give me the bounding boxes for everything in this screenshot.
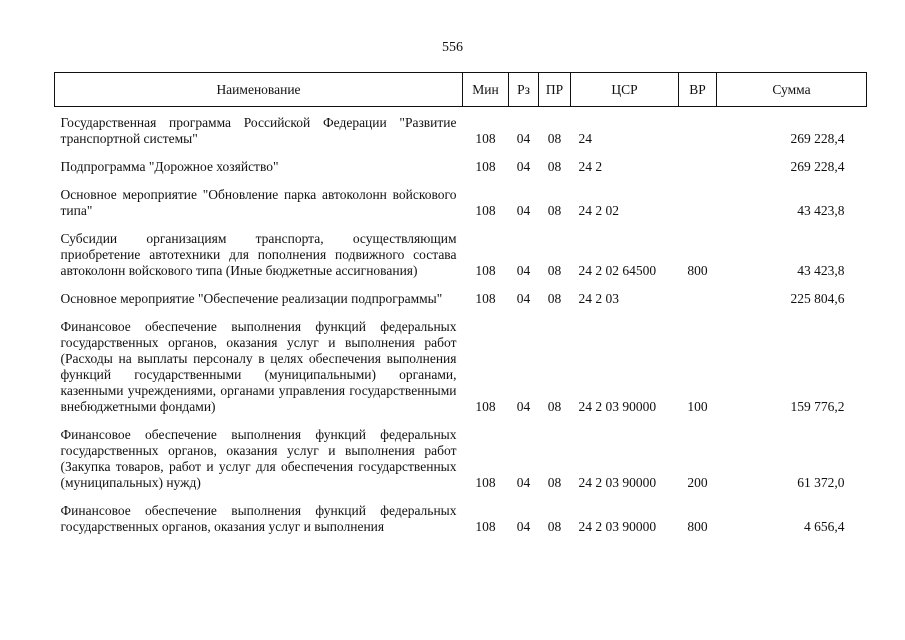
row-min: 108 — [475, 131, 496, 146]
row-csr: 24 2 02 — [578, 203, 619, 218]
row-sum: 159 776,2 — [790, 399, 845, 414]
table-row — [55, 223, 867, 283]
row-csr: 24 — [578, 131, 592, 146]
row-min: 108 — [475, 519, 496, 534]
row-rz: 04 — [516, 519, 531, 534]
row-min: 108 — [475, 399, 496, 414]
header-pr: ПР — [539, 73, 571, 107]
row-rz: 04 — [516, 159, 531, 174]
row-vr — [679, 107, 717, 152]
header-vr: ВР — [679, 73, 717, 107]
row-min: 108 — [475, 291, 496, 306]
row-vr — [679, 283, 717, 311]
row-csr: 24 2 03 90000 — [578, 475, 657, 490]
row-pr: 08 — [547, 475, 562, 490]
row-csr: 24 2 — [578, 159, 603, 174]
header-name: Наименование — [55, 73, 463, 107]
row-vr: 800 — [687, 263, 708, 278]
row-min: 108 — [475, 475, 496, 490]
row-min: 108 — [475, 159, 496, 174]
table-row — [55, 151, 867, 179]
row-vr: 800 — [687, 519, 708, 534]
row-rz: 04 — [516, 291, 531, 306]
row-min: 108 — [475, 203, 496, 218]
row-sum: 269 228,4 — [790, 159, 845, 174]
row-vr: 200 — [687, 475, 708, 490]
row-csr: 24 2 02 64500 — [578, 263, 657, 278]
row-sum: 269 228,4 — [790, 131, 845, 146]
row-pr: 08 — [547, 203, 562, 218]
table-row — [55, 283, 867, 311]
table-row — [55, 311, 867, 419]
row-pr: 08 — [547, 159, 562, 174]
row-name: Основное мероприятие "Обеспечение реализации подпрограммы" — [60, 291, 443, 306]
row-pr: 08 — [547, 131, 562, 146]
budget-table — [54, 72, 867, 539]
row-name: Государственная программа Российской Федерации "Развитие транспортной системы" — [60, 115, 457, 146]
header-min: Мин — [463, 73, 509, 107]
row-csr: 24 2 03 — [578, 291, 619, 306]
row-rz: 04 — [516, 131, 531, 146]
row-rz: 04 — [516, 475, 531, 490]
row-rz: 04 — [516, 263, 531, 278]
row-vr — [679, 179, 717, 223]
page-number: 556 — [442, 40, 463, 55]
table-row — [55, 179, 867, 223]
row-pr: 08 — [547, 399, 562, 414]
row-sum: 43 423,8 — [797, 203, 845, 218]
table-row — [55, 495, 867, 539]
header-sum: Сумма — [717, 73, 867, 107]
row-pr: 08 — [547, 263, 562, 278]
row-name: Финансовое обеспечение выполнения функций федеральных государственных органов, оказания услуг и выполнения работ (Расходы на выплаты персоналу в целях обеспечения выполнения функций государственными (муниципальными) органами, казенными учреждениями, органами управления государственными внебюджетными фондами) — [60, 319, 457, 414]
header-csr: ЦСР — [571, 73, 679, 107]
row-name: Финансовое обеспечение выполнения функций федеральных государственных органов, оказания услуг и выполнения работ (Закупка товаров, работ и услуг для обеспечения государственных (муниципальных) нужд) — [60, 427, 457, 490]
table-row — [55, 419, 867, 495]
row-sum: 61 372,0 — [797, 475, 845, 490]
row-sum: 225 804,6 — [790, 291, 845, 306]
row-rz: 04 — [516, 399, 531, 414]
row-rz: 04 — [516, 203, 531, 218]
row-name: Подпрограмма "Дорожное хозяйство" — [60, 159, 279, 174]
row-csr: 24 2 03 90000 — [578, 399, 657, 414]
row-pr: 08 — [547, 291, 562, 306]
row-pr: 08 — [547, 519, 562, 534]
row-csr: 24 2 03 90000 — [578, 519, 657, 534]
header-row — [55, 73, 867, 107]
row-vr — [679, 151, 717, 179]
header-rz: Рз — [509, 73, 539, 107]
row-name: Субсидии организациям транспорта, осуществляющим приобретение автотехники для пополнения подвижного состава автоколонн войскового типа (Иные бюджетные ассигнования) — [60, 231, 457, 278]
row-min: 108 — [475, 263, 496, 278]
row-name: Финансовое обеспечение выполнения функций федеральных государственных органов, оказания услуг и выполнения — [60, 503, 457, 534]
row-name: Основное мероприятие "Обновление парка автоколонн войскового типа" — [60, 187, 457, 218]
row-vr: 100 — [687, 399, 708, 414]
row-sum: 43 423,8 — [797, 263, 845, 278]
table-row — [55, 107, 867, 152]
row-sum: 4 656,4 — [804, 519, 845, 534]
